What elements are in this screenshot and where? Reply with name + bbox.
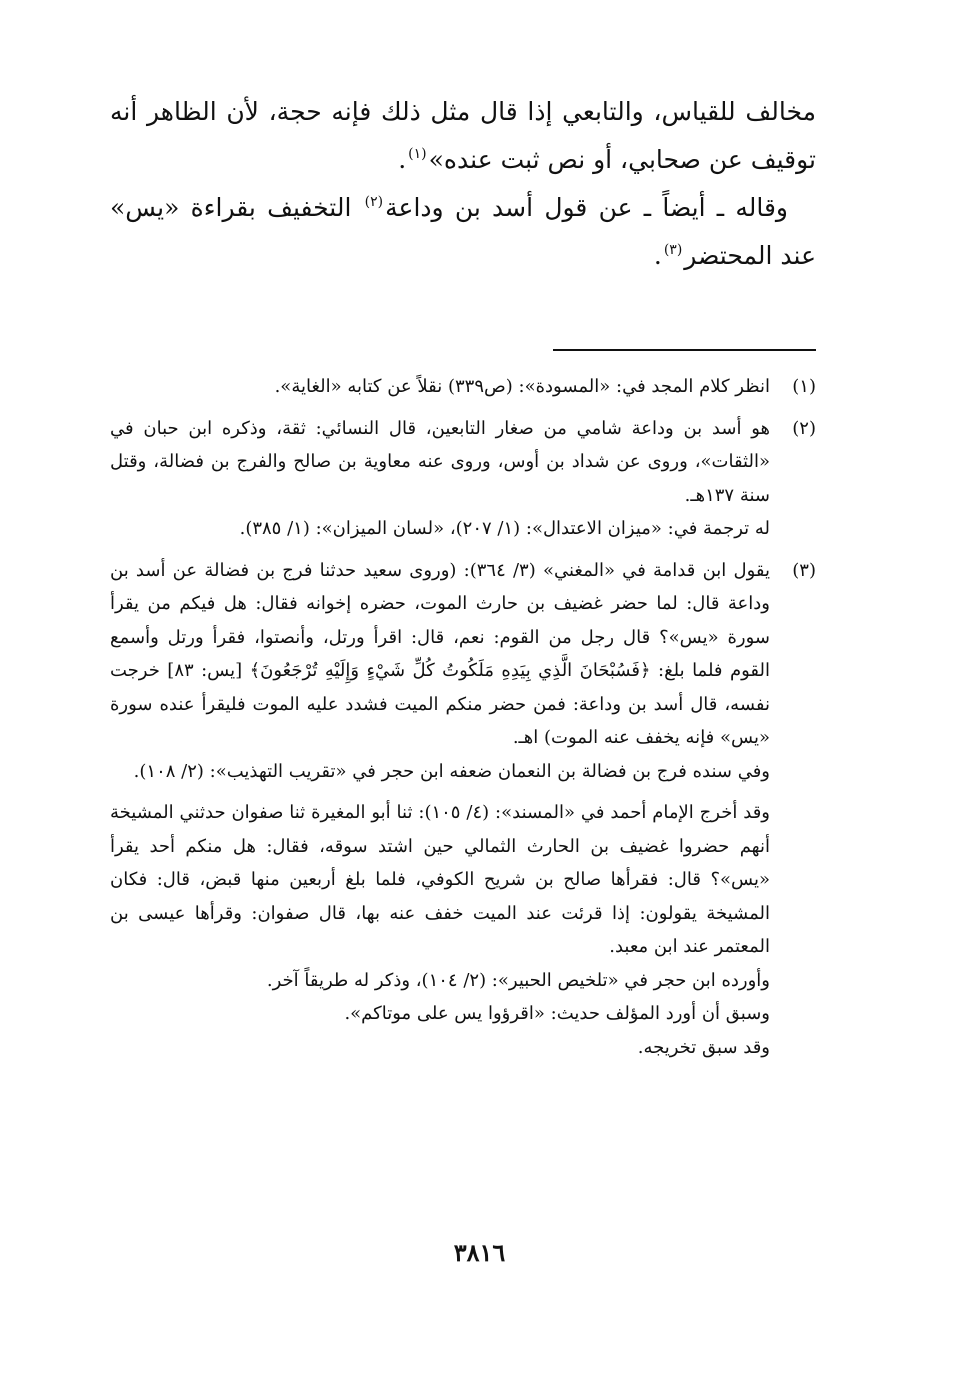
- footnote-2-number: (٢): [792, 417, 816, 439]
- footnote-1-text: انظر كلام المجد في: «المسودة»: (ص٣٣٩) نقلاً عن كتابه «الغاية».: [274, 376, 770, 397]
- main-paragraph-1-text: مخالف للقياس، والتابعي إذا قال مثل ذلك فإنه حجة، لأن الظاهر أنه توقيف عن صحابي، أو نص ثبت عنده»: [110, 97, 816, 174]
- footnote-2-sub: له ترجمة في: «ميزان الاعتدال»: (١/ ٢٠٧)، «لسان الميزان»: (١/ ٣٨٥).: [239, 518, 770, 539]
- page-number: ٣٨١٦: [453, 1238, 506, 1267]
- footnote-2: [110, 412, 816, 546]
- main-paragraph-1: [110, 88, 816, 184]
- footnotes: [110, 370, 816, 1064]
- footnote-3-number: (٣): [792, 559, 816, 581]
- footnote-ref-2[interactable]: (٢): [364, 194, 384, 210]
- footnote-3-para-4: وأورده ابن حجر في «تلخيص الحبير»: (٢/ ١٠٤)، وذكر له طريقاً آخر.: [266, 969, 770, 991]
- footnote-3-para-5: وسبق أن أورد المؤلف حديث: «اقرؤوا يس على موتاكم».: [344, 1003, 770, 1024]
- main-paragraph-2: [110, 184, 816, 280]
- main-paragraph-2-end: .: [653, 241, 662, 270]
- main-paragraph-1-end: .: [398, 145, 407, 174]
- footnote-ref-3[interactable]: (٣): [663, 242, 683, 258]
- footnote-3-text: يقول ابن قدامة في «المغني» (٣/ ٣٦٤): (وروى سعيد حدثنا فرج بن فضالة عن أسد بن وداعة قال: لما حضر غضيف بن حارث الموت، حضره إخوانه فقال: هل فيكم من يقرأ سورة «يس»؟ قال رجل من القوم: نعم، قال: اقرأ ورتل، وأنصتوا، فقرأ ورتل وأسمع القوم فلما بلغ: ﴿فَسُبْحَانَ الَّذِي بِيَدِهِ مَلَكُوتُ كُلِّ شَيْءٍ وَإِلَيْهِ تُرْجَعُونَ﴾ [يس: ٨٣] خرجت نفسه، قال أسد بن وداعة: فمن حضر منكم الميت فشدد عليه الموت فليقرأ عنده سورة «يس» فإنه يخفف عنه الموت) اهـ.: [110, 559, 770, 748]
- footnote-3-para-6: وقد سبق تخريجه.: [637, 1036, 770, 1058]
- footnote-2-text: هو أسد بن وداعة شامي من صغار التابعين، قال النسائي: ثقة، وذكره ابن حبان في «الثقات»، وروى عن شداد بن أوس، وروى عنه معاوية بن صالح والفرج بن فضالة، وقتل سنة ١٣٧هـ.: [110, 417, 770, 506]
- footnote-3-para-3: وقد أخرج الإمام أحمد في «المسند»: (٤/ ١٠٥): ثنا أبو المغيرة ثنا صفوان حدثني المشيخة أنهم حضروا غضيف بن الحارث الثمالي حين اشتد سوقه، فقال: هل منكم أحد يقرأ «يس»؟ قال: فقرأها صالح بن شريح الكوفي، فلما بلغ أربعين منها قبض، قال: فكان المشيخة يقولون: إذا قرئت عند الميت خفف عنه بها، قال صفوان: وقرأها عيسى بن المعتمر عند ابن معبد.: [110, 802, 770, 957]
- footnote-3: [110, 554, 816, 1065]
- footnote-1: [110, 370, 816, 404]
- main-paragraph-2-text: وقاله ـ أيضاً ـ عن قول أسد بن وداعة: [385, 193, 788, 222]
- footnote-separator: [553, 349, 816, 351]
- main-paragraph-2-mid: التخفيف بقراءة «يس» عند المحتضر: [110, 193, 816, 270]
- footnote-3-para-2: وفي سنده فرج بن فضالة بن النعمان ضعفه ابن حجر في «تقريب التهذيب»: (٢/ ١٠٨).: [133, 760, 770, 782]
- main-text: [110, 88, 816, 280]
- footnote-ref-1[interactable]: (١): [408, 146, 427, 162]
- footnote-1-number: (١): [792, 376, 816, 397]
